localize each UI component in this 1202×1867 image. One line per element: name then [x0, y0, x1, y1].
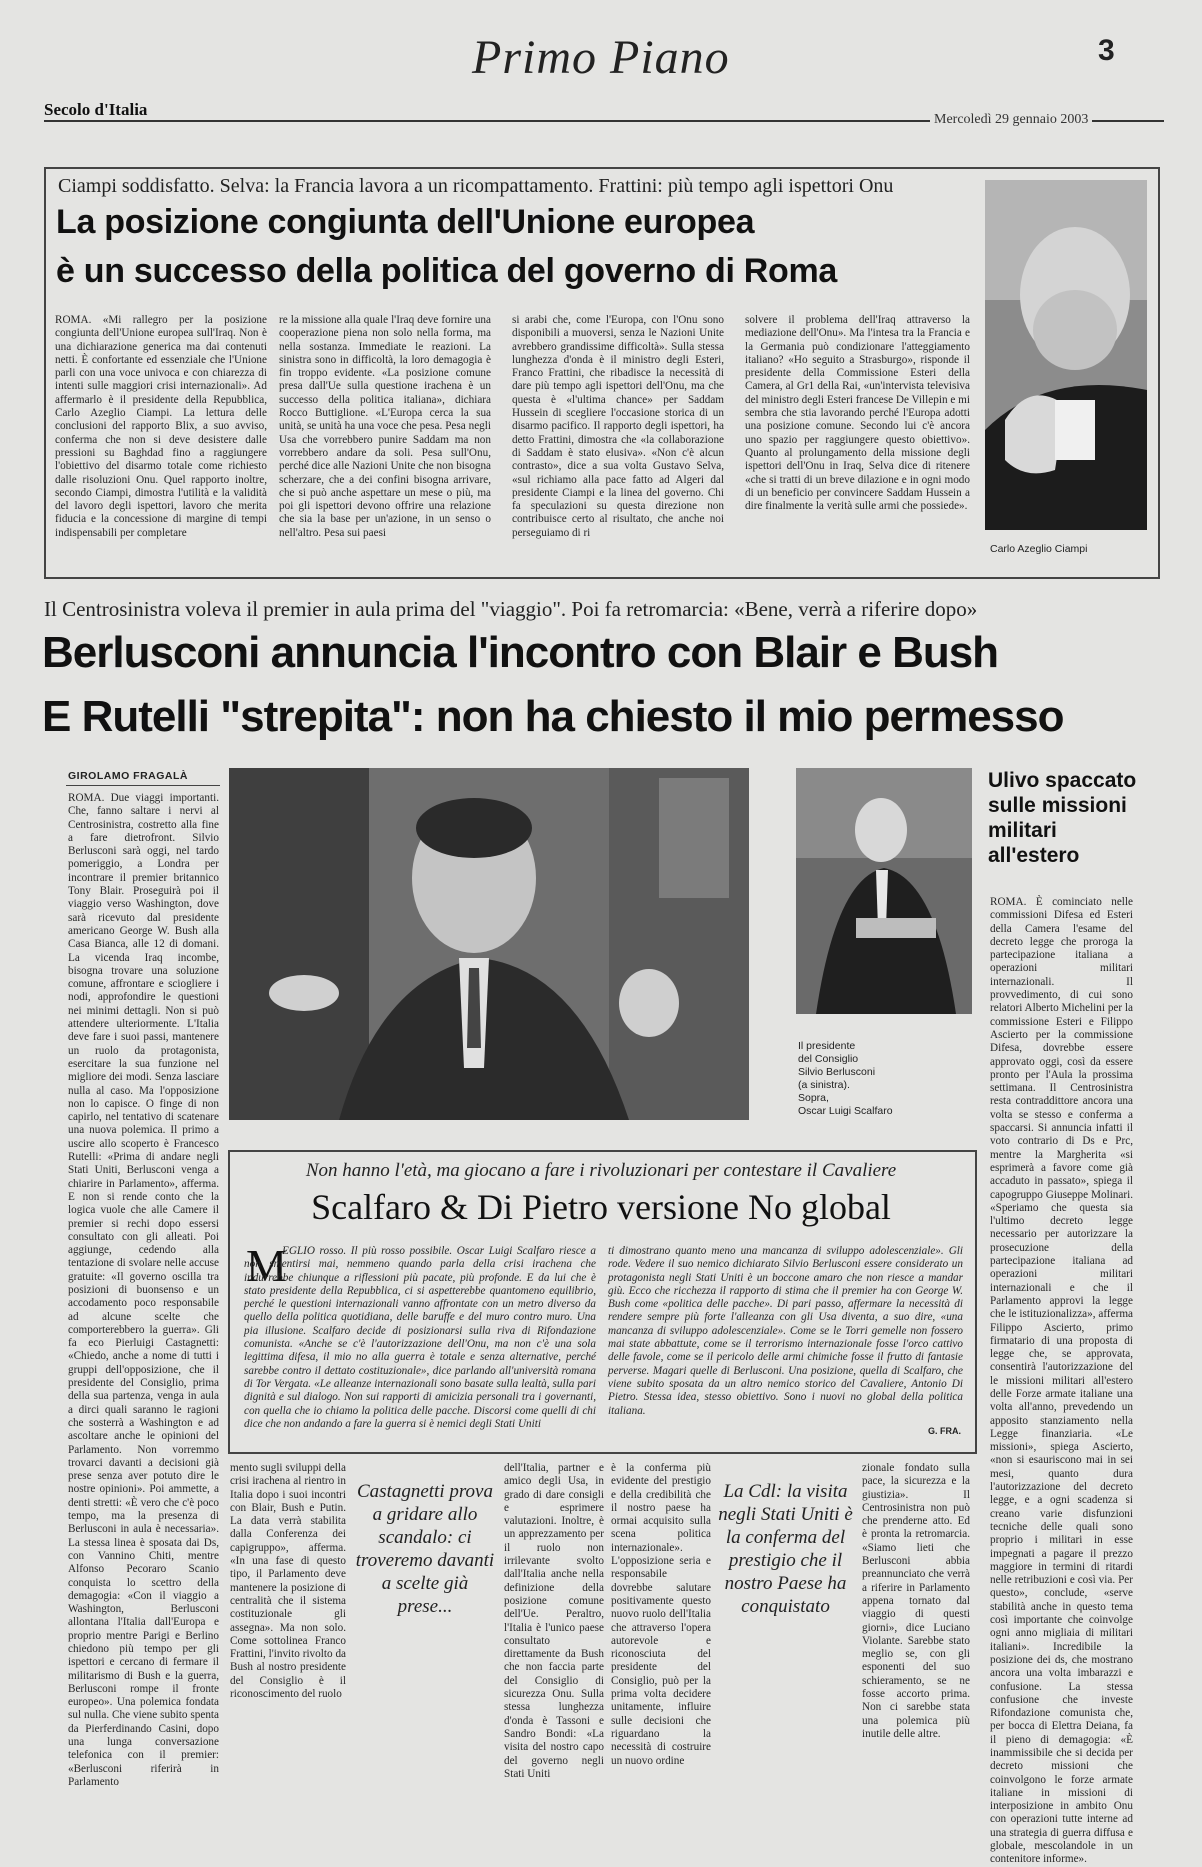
caption-line: Silvio Berlusconi [798, 1066, 876, 1078]
page-number: 3 [1098, 34, 1115, 67]
story1-column-1: ROMA. «Mi rallegro per la posizione congiunta dell'Unione europea sull'Iraq. Non è una dichiarazione generica ma dai contenuti netti. È confortante ed essenziale che l'Unione parli con una voce univoca e con chiarezza di intenti sulle maggiori crisi internazionali». Ad affermarlo è il presidente della Repubblica, Carlo Azeglio Ciampi. La lettura delle conclusioni del rapporto Blix, a suo avviso, conferma che non si deve desistere dalle pressioni su Baghdad fino a raggiungere l'obiettivo del disarmo totale come richiesto dalle risoluzioni Onu. Quel rapporto inoltre, secondo Ciampi, dimostra l'utilità e la validità del lavoro degli ispettori, lavoro che merita fiducia e la concessione di margine di tempi indispensabili per completare [55, 314, 267, 539]
caption-line: Sopra, [798, 1092, 829, 1104]
story2-column-2: mento sugli sviluppi della crisi irachena al rientro in Italia dopo i suoi incontri con Blair, Bush e Putin. La data verrà stabilita dalla Conferenza dei capigruppo», afferma. «In una fase di questo tipo, il Parlamento deve mantenere la posizione di centralità che il sistema costituzionale gli assegna». Ma non solo. Come sottolinea Franco Frattini, l'invito rivolto da Bush al nostro presidente del Consiglio è il riconoscimento del ruolo [230, 1462, 346, 1701]
caption-line: (a sinistra). [798, 1079, 850, 1091]
story2-kicker: Il Centrosinistra voleva il premier in aula prima del "viaggio". Poi fa retromarcia: «Bene, verrà a riferire dopo» [44, 597, 978, 621]
story2-column-3: dell'Italia, partner e amico degli Usa, in grado di dare consigli e esprimere valutazioni. Inoltre, è un apprezzamento per il ruolo non irrilevante svolto dall'Italia anche nella definizione della posizione comune dell'Ue. Peraltro, l'Italia è l'unico paese consultato direttamente da Bush che non faccia parte del Consiglio di sicurezza Onu. Sulla stessa lunghezza d'onda è Tassoni e Sandro Bondi: «La visita del nostro capo del governo negli Stati Uniti [504, 1462, 604, 1780]
story1-headline-line2: è un successo della politica del governo di Roma [56, 252, 838, 290]
story1-column-3: si arabi che, come l'Europa, con l'Onu sono disponibili a muoversi, senza le Nazioni Unite avrebbero grandissime difficoltà». Sulla stessa lunghezza d'onda è il ministro degli Esteri, Franco Frattini, che ribadisce la necessità di dare più tempo agli ispettori dell'Onu, ma che questa è «l'ultima chance» per Saddam Hussein di scegliere l'occasione storica di un disarmo pacifico. Il rapporto degli ispettori, ha detto Frattini, dimostra che «la collaborazione di Saddam è stato elusiva». «Non c'è alcun contrasto», dice a sua volta Gustavo Selva, «sul richiamo alla pace fatto ad Algeri dal presidente Ciampi e la linea del governo. Chi fa speculazioni su questa direzione non contribuisce certo al risultato, che anche noi perseguiamo di ri [512, 314, 724, 539]
caption-line: Il presidente [798, 1040, 856, 1052]
story2-column-4: è la conferma più evidente del prestigio e della credibilità che il nostro paese ha ormai acquisito sulla scena politica internazionale». L'opposizione seria e responsabile dovrebbe salutare positivamente questo nuovo ruolo dell'Italia che attraverso l'opera autorevole e riconosciuta del presidente del Consiglio, può per la prima volta decidere unitamente, influire sulle decisioni che riguardano la necessità di costruire un nuovo ordine [611, 1462, 711, 1767]
story1-column-2: re la missione alla quale l'Iraq deve fornire una cooperazione piena non solo nella forma, ma nella sostanza. Immediate le reazioni. La sinistra sono in difficoltà, la loro demagogia è fin troppo evidente. «La posizione comune presa dall'Ue sulla questione irachena è un successo della politica italiana», dichiara Rocco Buttiglione. «L'Europa cerca la sua unità, se unità ha una voce che pesa. Pesa negli Usa che vorrebbero punire Saddam ma non vorrebbero andare da soli. Pesa sull'Onu, perché dice alle Nazioni Unite che non bisogna scherzare, che a dei confini bisogna arrivare, che si può anche aspettare un mese o più, ma poi gli ispettori devono offrire una relazione che sia la base per un'azione, in un senso o nell'altro. Pesa sui paesi [279, 314, 491, 539]
paper-name: Secolo d'Italia [44, 100, 148, 119]
story2-column-5: zionale fondato sulla pace, la sicurezza e la giustizia». Il Centrosinistra non può che prenderne atto. Ed è pronta la retromarcia. «Siamo lieti che Berlusconi abbia preannunciato che verrà a riferire in Parlamento appena tornato dal viaggio di questi giorni», dice Luciano Violante. Sarebbe stato meglio se, con gli esponenti del suo schieramento, se ne fosse accorto prima. Non ci sarebbe stata una polemica più inutile delle altre. [862, 1462, 970, 1740]
story1-kicker: Ciampi soddisfatto. Selva: la Francia lavora a un ricompattamento. Frattini: più tempo agli ispettori Onu [58, 175, 894, 197]
story2-byline: GIROLAMO FRAGALÀ [68, 770, 188, 782]
story3-headline: Scalfaro & Di Pietro versione No global [311, 1187, 891, 1227]
berlusconi-portrait [229, 768, 749, 1120]
ciampi-portrait [985, 180, 1147, 530]
story4-column: ROMA. È cominciato nelle commissioni Difesa ed Esteri della Camera l'esame del decreto legge che proroga la partecipazione italiana a operazioni militari internazionali. Il provvedimento, di cui sono relatori Alberto Michelini per la commissione Esteri e Filippo Ascierto per la commissione Difesa, dovrebbe essere approvato oggi, così da essere pronto per l'Aula la prossima settimana. Il Centrosinistra resta contraddittore ancora una volta se stesso e conferma a spaccarsi. Si annuncia infatti il voto contrario di Ds e Prc, mentre la Margherita «si esprimerà a favore come già accaduto in passato», spiega il capogruppo Giuseppe Molinari. «Speriamo che questa sia l'ultimo decreto legge necessario per autorizzare la prosecuzione della partecipazione italiana ad operazioni militari internazionali e che il Parlamento approvi la legge che le istituzionalizza», afferma Filippo Ascierto, primo firmatario di una proposta di legge che, se approvata, consentirà l'autorizzazione del le missioni militari all'estero delle Forze armate italiane una volta all'anno, prevedendo un apposito stanziamento nella Legge finanziaria. «Le missioni», spiega Ascierto, «non si esauriscono mai in sei mesi, quanto dura l'autorizzazione del decreto legge, e a ogni scadenza si creano varie disfunzioni tecniche delle quali sono proprio i militari in esse impegnati a pagare il prezzo maggiore in termini di ritardi nelle retribuzioni e così via. Per questo», conclude, «serve stabilità anche in questo tema così importante che coinvolge ogni anno migliaia di militari italiani». Incredibile la posizione dei ds, che mostrano ancora una volta imbarazzi e confusione. La stessa confusione che investe Rifondazione comunista che, per bocca di Elettra Deiana, fa il pieno di demagogia: «È inammissibile che si decida per decreto missioni che coinvolgono le forze armate italiane in missioni di interposizione in ambito Onu con operazioni tutte interne ad una strategia di guerra diffusa e globale, mescolandole in un contenitore informe». [990, 896, 1133, 1866]
story4-headline [988, 768, 1158, 868]
story4-headline-line: militari [988, 819, 1057, 842]
issue-date: Mercoledì 29 gennaio 2003 [930, 112, 1092, 128]
ciampi-photo-caption: Carlo Azeglio Ciampi [990, 543, 1088, 555]
section-title: Primo Piano [472, 31, 730, 84]
story3-column-1: EGLIO rosso. Il più rosso possibile. Oscar Luigi Scalfaro riesce a non smentirsi mai, nemmeno quando parla della crisi irachena che indurrebbe chiunque a riflessioni più pacate, più profonde. E da lui che è stato presidente della Repubblica, ci si aspetterebbe quantomeno equilibrio, perché le questioni internazionali vanno affrontate con un metro diverso da quello della politica quotidiana, delle baruffe e del muro contro muro. Una pia illusione. Scalfaro decide di posizionarsi sulla riva di Rifondazione comunista. «Anche se c'è l'autorizzazione dell'Onu, ma non c'è una sola legittima difesa, il mio no alla guerra è totale e senza alternative, perché sarebbe contro il dettato costituzionale», dice parlando all'università romana di Tor Vergata. «Le alleanze internazionali sono basate sulla lealtà, sulla pari dignità e sul dialogo. Non sui rapporti di amicizia personali tra i governanti, con quella che io chiamo la politica delle pacche. Discorsi come quelli di chi dice che non andando a fare la guerra si è nemici degli Stati Uniti [244, 1245, 596, 1430]
story3-dropcap: M [246, 1240, 287, 1291]
scalfaro-photo [796, 768, 972, 1014]
story1-column-4: solvere il problema dell'Iraq attraverso la mediazione dell'Onu». Ma l'intesa tra la Francia e la Germania può condizionare l'atteggiamento italiano? «Ho seguito a Strasburgo», risponde il presidente della Commissione Esteri della Camera, al Gr1 della Rai, «un'intervista televisiva del ministro degli Esteri francese De Villepin e mi sembra che stia lavorando perché l'Europa adotti una posizione comune. Secondo lui c'è ancora uno spazio per raggiungere questo obiettivo». Quanto al prolungamento della missione degli ispettori dell'Onu in Iraq, Selva dice di ritenere «che si tratti di un breve dilazione e in ogni modo di un beneficio per convincere Saddam Hussein a dire finalmente la verità sulle armi che possiede». [745, 314, 970, 513]
pullquote-cdl: La Cdl: la visita negli Stati Uniti è la conferma del prestigio che il nostro Paese ha conquistato [718, 1481, 853, 1617]
scalfaro-portrait [796, 768, 972, 1014]
story2-headline-line2: E Rutelli "strepita": non ha chiesto il mio permesso [42, 692, 1064, 741]
caption-line: del Consiglio [798, 1053, 859, 1065]
pullquote-castagnetti: Castagnetti prova a gridare allo scandalo: ci troveremo davanti a scelte già prese... [355, 1481, 495, 1617]
byline-rule [66, 785, 220, 786]
story2-headline-line1: Berlusconi annuncia l'incontro con Blair e Bush [42, 628, 999, 677]
story2-column-1: ROMA. Due viaggi importanti. Che, fanno saltare i nervi al Centrosinistra, costretto alla fine a fare dietrofront. Silvio Berlusconi sarà oggi, nel tardo pomeriggio, a Londra per incontrare il premier britannico Tony Blair. Proseguirà poi il viaggio verso Washington, dove sarà ricevuto dal presidente americano George W. Bush alla Casa Bianca, alle 12 di domani. La vicenda Iraq incombe, bisogna trovare una soluzione comune, affrontare e sciogliere i nodi, approfondire le questioni nei minimi dettagli. Non si può attendere ulteriormente. L'Italia deve fare i suoi passi, mantenere un ruolo da protagonista, esercitare la sua funzione nel migliore dei modi. Senza lasciare nulla al caso. Ma l'opposizione non lo capisce. O finge di non capirlo, nel tentativo di scatenare una nuova polemica. Il primo a uscire allo scoperto è Francesco Rutelli: «Prima di andare negli Stati Uniti, Berlusconi venga a chiarire in Parlamento», afferma. E non si rende conto che la logica vuole che alle Camere il premier si rechi dopo essersi consultato con gli alleati. Poi aggiunge, cedendo alla tentazione di svolare nelle accuse gratuite: «Il governo oscilla tra posizioni di buonsenso e un accodamento poco responsabile ad alcune scelte che comporterebbero la guerra». Gli fa eco Pierluigi Castagnetti: «Chiedo, anche a nome di tutti i gruppi dell'opposizione, che il presidente del Consiglio, prima della sua partenza, venga in aula a dirci quali saranno le ragioni che sosterrà a Washington e ad ascoltare anche le opinioni del Parlamento. Non vorremmo trovarci davanti a decisioni già prese senza aver potuto dire le nostre opinioni». Poi ammette, a denti stretti: «È vero che c'è poco tempo, ma la presenza di Berlusconi in aula è necessaria». La stessa linea è sposata dai Ds, con Vannino Chiti, mentre Alfonso Pecoraro Scanio conquista lo scettro della demagogia: «Con il viaggio a Washington, Berlusconi allontana l'Italia dall'Europa e proprio mentre Parigi e Berlino chiedono più tempo per gli ispettori e cercano di fermare il militarismo di Bush e la guerra, Berlusconi rompe il fronte europeo». Una polemica fondata sul nulla. Che viene subito spenta da Pierferdinando Casini, dopo una lunga conversazione telefonica con il premier: «Berlusconi riferirà in Parlamento [68, 792, 219, 1788]
caption-line: Oscar Luigi Scalfaro [798, 1105, 893, 1117]
story4-headline-line: all'estero [988, 844, 1080, 867]
photo-caption-block [798, 1040, 908, 1118]
masthead [0, 0, 1202, 127]
story3-signature: G. FRA. [928, 1426, 961, 1436]
story1-headline-line1: La posizione congiunta dell'Unione europea [56, 203, 755, 241]
ciampi-photo [985, 180, 1147, 530]
berlusconi-photo [229, 768, 749, 1120]
story4-headline-line: sulle missioni [988, 794, 1127, 817]
story3-kicker: Non hanno l'età, ma giocano a fare i rivoluzionari per contestare il Cavaliere [305, 1160, 897, 1181]
story4-headline-line: Ulivo spaccato [988, 769, 1137, 792]
story3-column-2: ti dimostrano quanto meno una mancanza di sviluppo adolescenziale». Gli rode. Vedere il suo nemico dichiarato Silvio Berlusconi essere considerato un protagonista negli Stati Uniti è un boccone amaro che non riesce a mandar giù. Ecco che ricchezza il rapporto di stima che il premier ha con George W. Bush come «politica delle pacche». Di pari passo, affermare la necessità di rendere sempre più forte l'alleanza con gli Usa diventa, a suo dire, «una mancanza di sviluppo adolescenziale». Come se le Torri gemelle non fossero mai state abbattute, come se il terrorismo internazionale fosse l'orco cattivo delle favole, come se il pericolo delle armi chimiche fosse il frutto di fantasie perverse. Magari quelle di Berlusconi. Una posizione, quella di Scalfaro, che viene subito sposata da un altro nemico storico del Cavaliere, Antonio Di Pietro. Stessa idea, stesso obiettivo. Sono i nuovi no global della politica italiana. [608, 1245, 963, 1417]
